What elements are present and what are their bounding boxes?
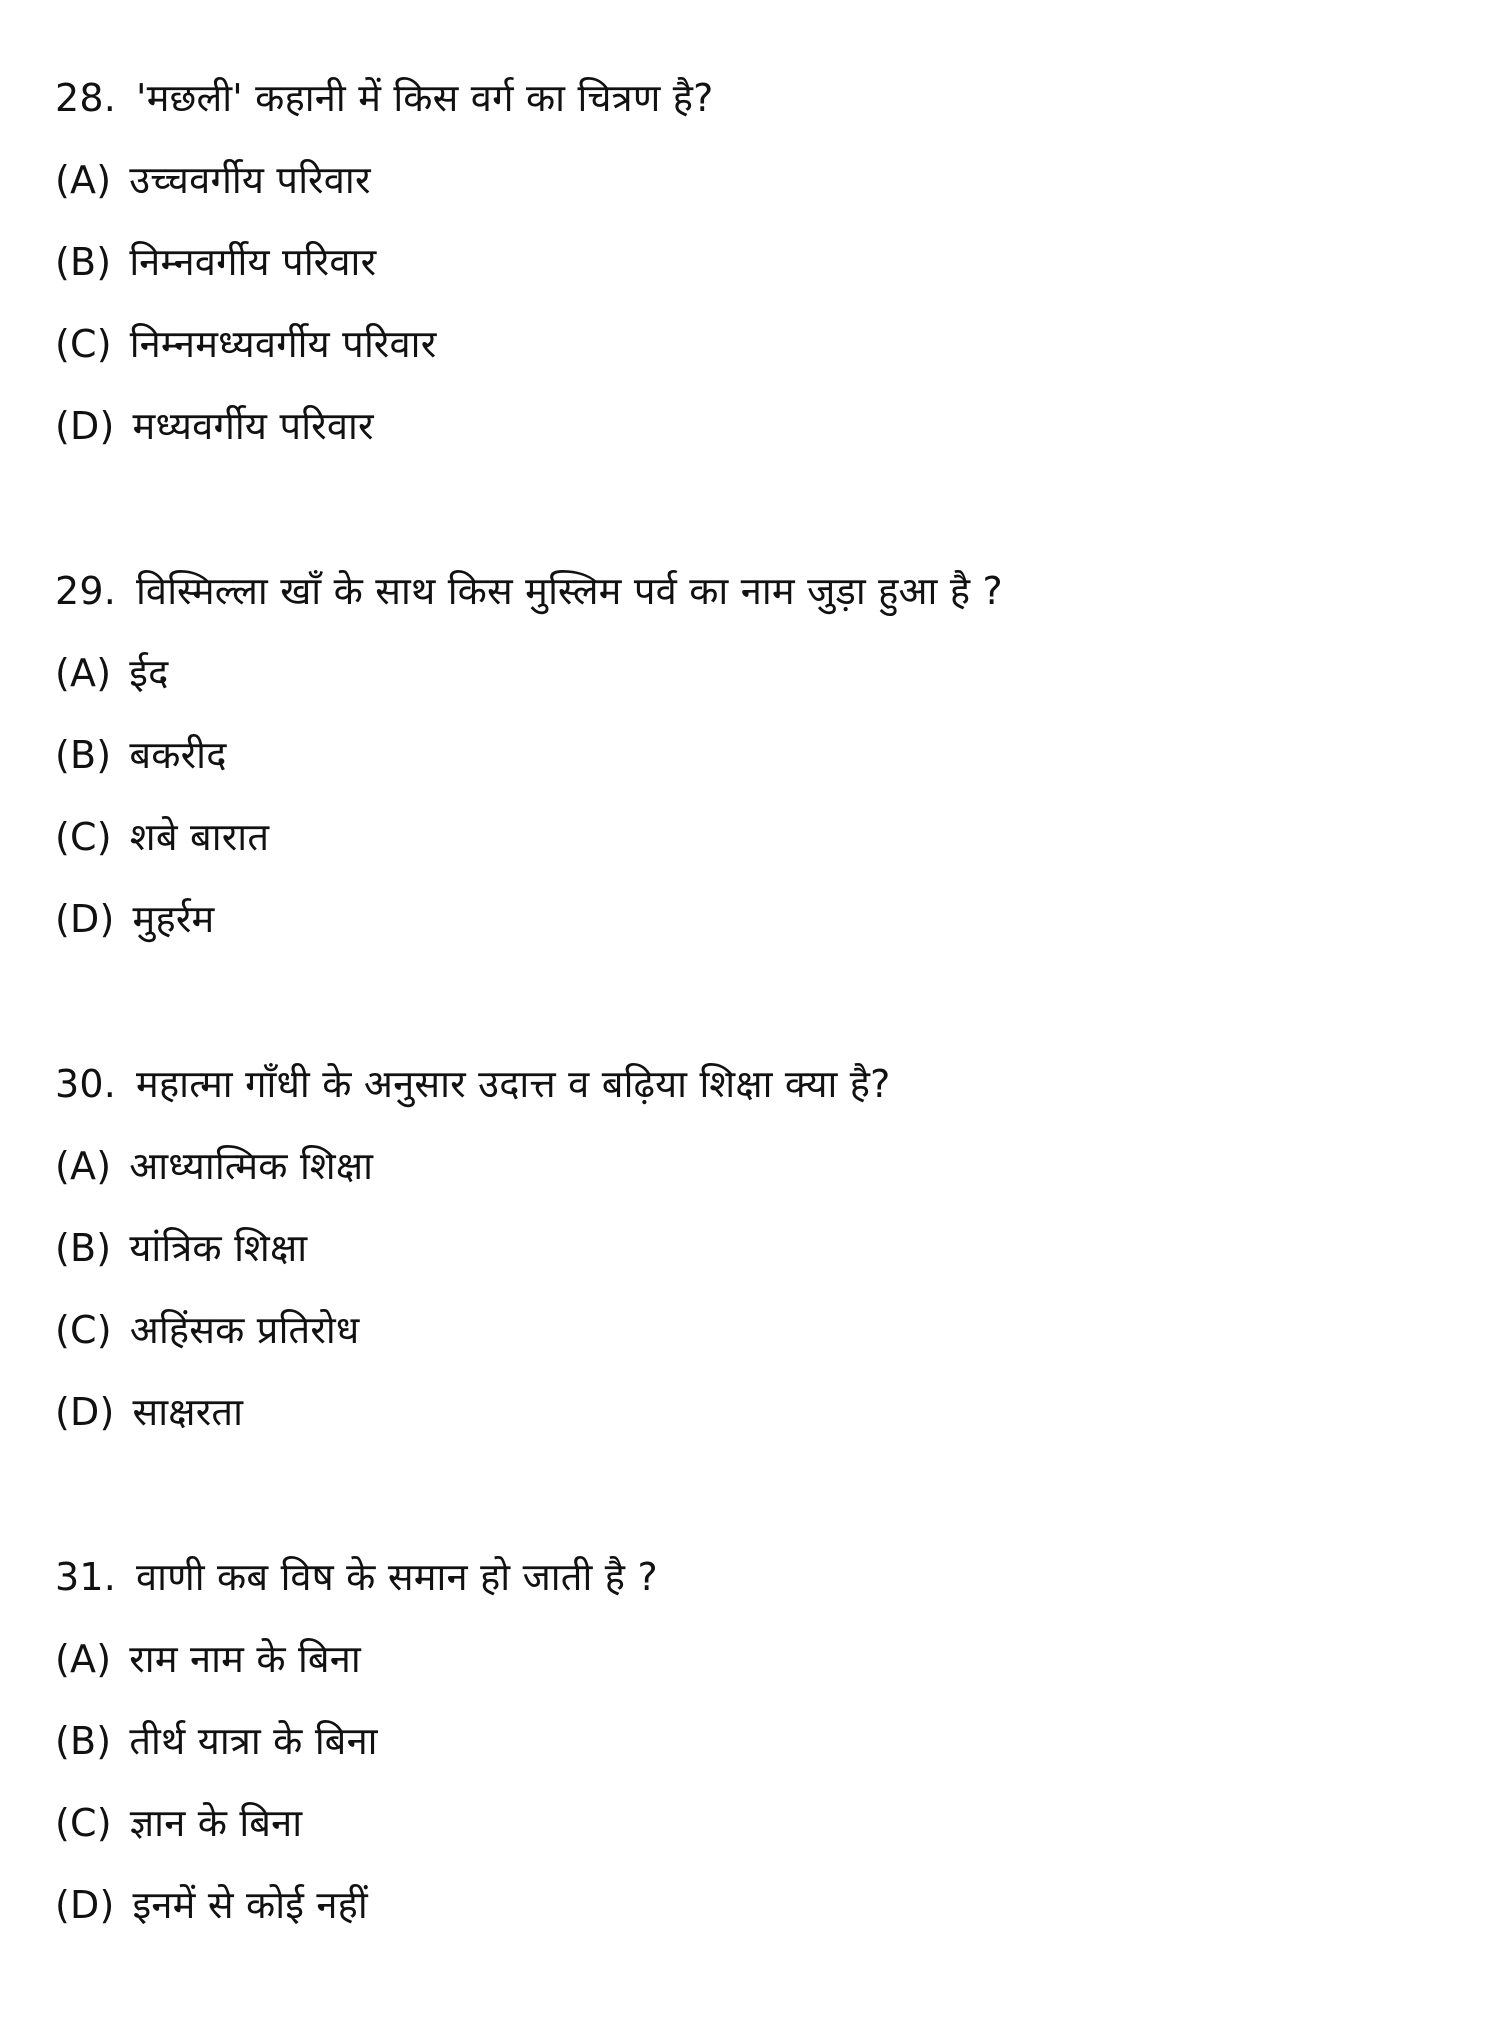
option-text: बकरीद	[129, 733, 227, 777]
option-text: इनमें से कोई नहीं	[132, 1883, 368, 1927]
option-label: (A)	[55, 1144, 112, 1188]
question-31	[55, 1551, 1455, 1961]
option-label: (D)	[55, 1883, 115, 1927]
option-text: अहिंसक प्रतिरोध	[129, 1308, 360, 1352]
option-label: (B)	[55, 240, 112, 284]
question-text: विस्मिल्ला खाँ के साथ किस मुस्लिम पर्व का नाम जुड़ा हुआ है ?	[136, 569, 1003, 613]
option-text: ईद	[129, 651, 169, 695]
option-label: (B)	[55, 733, 112, 777]
option-text: शबे बारात	[129, 815, 270, 859]
option-text: साक्षरता	[132, 1390, 244, 1434]
option-label: (A)	[55, 158, 112, 202]
question-29	[55, 565, 1455, 975]
option-text: निम्नवर्गीय परिवार	[129, 240, 377, 284]
option-text: आध्यात्मिक शिक्षा	[129, 1144, 374, 1188]
question-number: 28.	[55, 76, 117, 120]
question-stem	[55, 1551, 1455, 1633]
option-b	[55, 236, 1455, 318]
option-text: यांत्रिक शिक्षा	[129, 1226, 308, 1270]
option-b	[55, 1222, 1455, 1304]
question-number: 31.	[55, 1555, 117, 1599]
option-text: मुहर्रम	[132, 897, 215, 941]
question-stem	[55, 72, 1455, 154]
option-text: उच्चवर्गीय परिवार	[129, 158, 371, 202]
option-label: (C)	[55, 322, 112, 366]
option-b	[55, 1715, 1455, 1797]
option-label: (A)	[55, 651, 112, 695]
option-d	[55, 1386, 1455, 1468]
question-stem	[55, 565, 1455, 647]
option-a	[55, 1140, 1455, 1222]
option-d	[55, 893, 1455, 975]
option-d	[55, 400, 1455, 482]
option-a	[55, 647, 1455, 729]
option-text: ज्ञान के बिना	[129, 1801, 303, 1845]
option-text: निम्नमध्यवर्गीय परिवार	[129, 322, 437, 366]
option-c	[55, 1304, 1455, 1386]
question-text: 'मछली' कहानी में किस वर्ग का चित्रण है?	[136, 76, 714, 120]
option-text: राम नाम के बिना	[129, 1637, 361, 1681]
option-label: (C)	[55, 815, 112, 859]
option-c	[55, 1797, 1455, 1879]
option-b	[55, 729, 1455, 811]
option-a	[55, 154, 1455, 236]
option-c	[55, 318, 1455, 400]
option-label: (D)	[55, 404, 115, 448]
option-label: (A)	[55, 1637, 112, 1681]
question-number: 30.	[55, 1062, 117, 1106]
option-a	[55, 1633, 1455, 1715]
option-c	[55, 811, 1455, 893]
option-label: (B)	[55, 1719, 112, 1763]
question-28	[55, 72, 1455, 482]
option-text: मध्यवर्गीय परिवार	[132, 404, 374, 448]
question-30	[55, 1058, 1455, 1468]
option-d	[55, 1879, 1455, 1961]
question-text: वाणी कब विष के समान हो जाती है ?	[136, 1555, 658, 1599]
option-label: (D)	[55, 897, 115, 941]
option-label: (C)	[55, 1801, 112, 1845]
option-text: तीर्थ यात्रा के बिना	[129, 1719, 378, 1763]
question-number: 29.	[55, 569, 117, 613]
option-label: (D)	[55, 1390, 115, 1434]
option-label: (C)	[55, 1308, 112, 1352]
question-stem	[55, 1058, 1455, 1140]
option-label: (B)	[55, 1226, 112, 1270]
question-text: महात्मा गाँधी के अनुसार उदात्त व बढ़िया शिक्षा क्या है?	[136, 1062, 891, 1106]
